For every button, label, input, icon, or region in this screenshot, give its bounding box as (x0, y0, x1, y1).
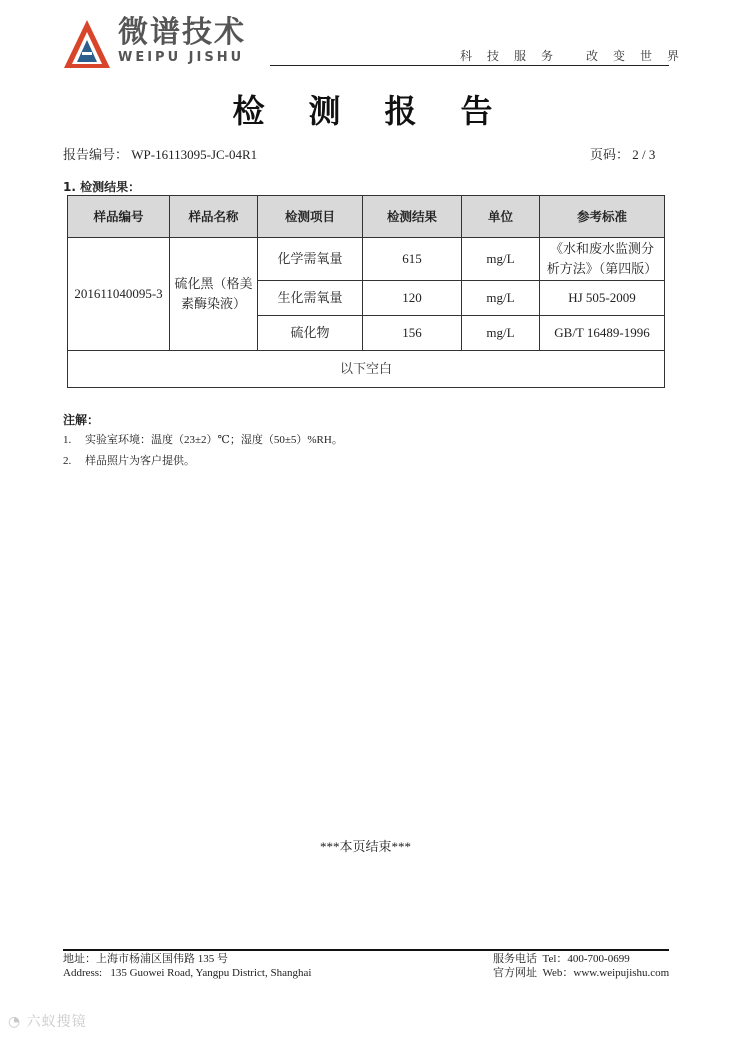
weipu-logo-icon (62, 18, 112, 70)
test-item-cell: 硫化物 (258, 316, 363, 351)
results-table (67, 195, 665, 388)
note-number: 2. (63, 455, 72, 467)
footer-address-cn: 地址：上海市杨浦区国伟路 135 号 (63, 953, 228, 965)
sample-id-cell: 201611040095-3 (68, 238, 170, 351)
note-number: 1. (63, 434, 72, 446)
footer-address-en: Address: 135 Guowei Road, Yangpu District, Shanghai (63, 967, 312, 979)
note-text: 实验室环境：温度（23±2）℃；湿度（50±5）%RH。 (85, 434, 343, 446)
section-title: 1. 检测结果： (63, 180, 141, 194)
blank-row (68, 351, 665, 388)
test-result-cell: 615 (363, 238, 462, 281)
brand-name-en: WEIPU JISHU (118, 50, 245, 65)
unit-cell: mg/L (462, 238, 540, 281)
report-number (63, 144, 257, 163)
unit-cell: mg/L (462, 281, 540, 316)
header-test-item: 检测项目 (258, 196, 363, 238)
brand-name-cn: 微谱技术 (118, 15, 246, 50)
standard-cell: HJ 505-2009 (540, 281, 665, 316)
note-item (63, 452, 195, 468)
table-header-row (68, 196, 665, 238)
header-sample-id: 样品编号 (68, 196, 170, 238)
test-result-cell: 156 (363, 316, 462, 351)
header-unit: 单位 (462, 196, 540, 238)
page-end-marker: ***本页结束*** (319, 839, 411, 854)
page-number-label: 页码： (590, 147, 630, 162)
document-title: 检 测 报 告 (232, 93, 511, 129)
page-number-value: 2 / 3 (632, 147, 656, 162)
report-number-value: WP-16113095-JC-04R1 (131, 147, 258, 162)
report-number-label: 报告编号： (63, 147, 129, 162)
sample-name-cell: 硫化黑（格美素酶染液） (170, 238, 258, 351)
header-standard: 参考标准 (540, 196, 665, 238)
footer-phone: 服务电话 Tel：400-700-0699 (493, 953, 630, 965)
test-item-cell: 生化需氧量 (258, 281, 363, 316)
unit-cell: mg/L (462, 316, 540, 351)
notes-title: 注解： (63, 413, 100, 427)
blank-note: 以下空白 (68, 351, 665, 388)
page-number (590, 144, 655, 163)
note-item (63, 431, 343, 447)
test-result-cell: 120 (363, 281, 462, 316)
table-row (68, 238, 665, 281)
slogan: 科 技 服 务 改 变 世 界 (460, 49, 686, 63)
header-sample-name: 样品名称 (170, 196, 258, 238)
standard-cell: 《水和废水监测分析方法》（第四版） (540, 238, 665, 281)
footer-website: 官方网址 Web：www.weipujishu.com (493, 967, 670, 979)
note-text: 样品照片为客户提供。 (85, 455, 195, 467)
header-test-result: 检测结果 (363, 196, 462, 238)
watermark-text: 六蚁搜镜 (26, 1014, 87, 1030)
header-divider (270, 65, 669, 66)
footer-divider (63, 949, 669, 951)
watermark (8, 1011, 87, 1031)
standard-cell: GB/T 16489-1996 (540, 316, 665, 351)
watermark-logo-icon: ◔ (8, 1014, 22, 1030)
test-item-cell: 化学需氧量 (258, 238, 363, 281)
